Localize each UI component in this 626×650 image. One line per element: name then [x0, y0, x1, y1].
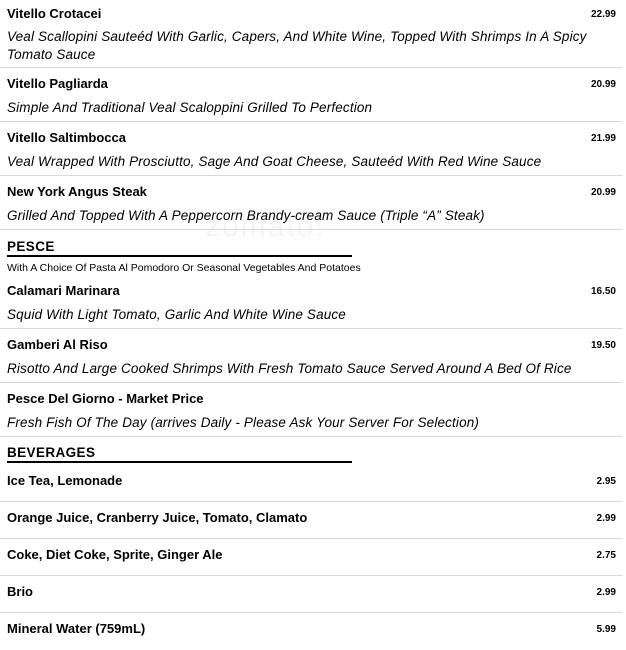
menu-item-name: Coke, Diet Coke, Sprite, Ginger Ale	[7, 547, 223, 562]
divider	[0, 121, 622, 122]
divider	[0, 436, 622, 437]
menu-item-price: 2.99	[596, 513, 616, 524]
menu-item-price: 22.99	[590, 9, 616, 20]
menu-item-description: Squid With Light Tomato, Garlic And White Wine Sauce	[7, 307, 346, 322]
menu-item-price: 2.95	[596, 476, 616, 487]
menu-item-description: Risotto And Large Cooked Shrimps With Fresh Tomato Sauce Served Around A Bed Of Rice	[7, 361, 572, 376]
divider	[0, 501, 622, 502]
menu-item-name: Vitello Crotacei	[7, 6, 102, 21]
menu-item-price: 2.75	[596, 550, 616, 561]
divider	[0, 175, 622, 176]
menu-item-name: Pesce Del Giorno - Market Price	[7, 391, 204, 406]
menu-item-price: 2.99	[596, 587, 616, 598]
menu-item-name: Brio	[7, 584, 33, 599]
divider	[0, 612, 622, 613]
section-title-pesce: PESCE	[7, 239, 55, 254]
menu-item-name: Calamari Marinara	[7, 283, 120, 298]
menu-item-description: Fresh Fish Of The Day (arrives Daily - Please Ask Your Server For Selection)	[7, 415, 480, 430]
menu-item-name: Mineral Water (759mL)	[7, 621, 146, 636]
menu-item-name: New York Angus Steak	[7, 184, 147, 199]
menu-item-name: Gamberi Al Riso	[7, 337, 108, 352]
menu-item-price: 21.99	[590, 133, 616, 144]
section-rule	[7, 461, 352, 463]
menu-item-description: Veal Wrapped With Prosciutto, Sage And Goat Cheese, Sauteéd With Red Wine Sauce	[7, 154, 542, 169]
menu-item-description: Grilled And Topped With A Peppercorn Brandy-cream Sauce (Triple “A” Steak)	[7, 208, 485, 223]
menu-item-price: 19.50	[590, 340, 616, 351]
menu-item-description: Veal Scallopini Sauteéd With Garlic, Capers, And White Wine, Topped With Shrimps In A Spicy Tomato Sauce	[7, 29, 587, 62]
menu-item-price: 20.99	[590, 79, 616, 90]
divider	[0, 229, 622, 230]
section-title-beverages: BEVERAGES	[7, 445, 96, 460]
menu-item-description: Simple And Traditional Veal Scaloppini Grilled To Perfection	[7, 100, 373, 115]
section-note: With A Choice Of Pasta Al Pomodoro Or Seasonal Vegetables And Potatoes	[7, 262, 361, 274]
menu-item-price: 16.50	[590, 286, 616, 297]
menu-item-name: Orange Juice, Cranberry Juice, Tomato, Clamato	[7, 510, 308, 525]
menu-item-price: 5.99	[596, 624, 616, 635]
divider	[0, 67, 622, 68]
divider	[0, 328, 622, 329]
divider	[0, 382, 622, 383]
divider	[0, 575, 622, 576]
menu-item-name: Vitello Pagliarda	[7, 76, 108, 91]
divider	[0, 538, 622, 539]
menu-item-name: Vitello Saltimbocca	[7, 130, 126, 145]
menu-item-price: 20.99	[590, 187, 616, 198]
menu-item-name: Ice Tea, Lemonade	[7, 473, 123, 488]
section-rule	[7, 255, 352, 257]
